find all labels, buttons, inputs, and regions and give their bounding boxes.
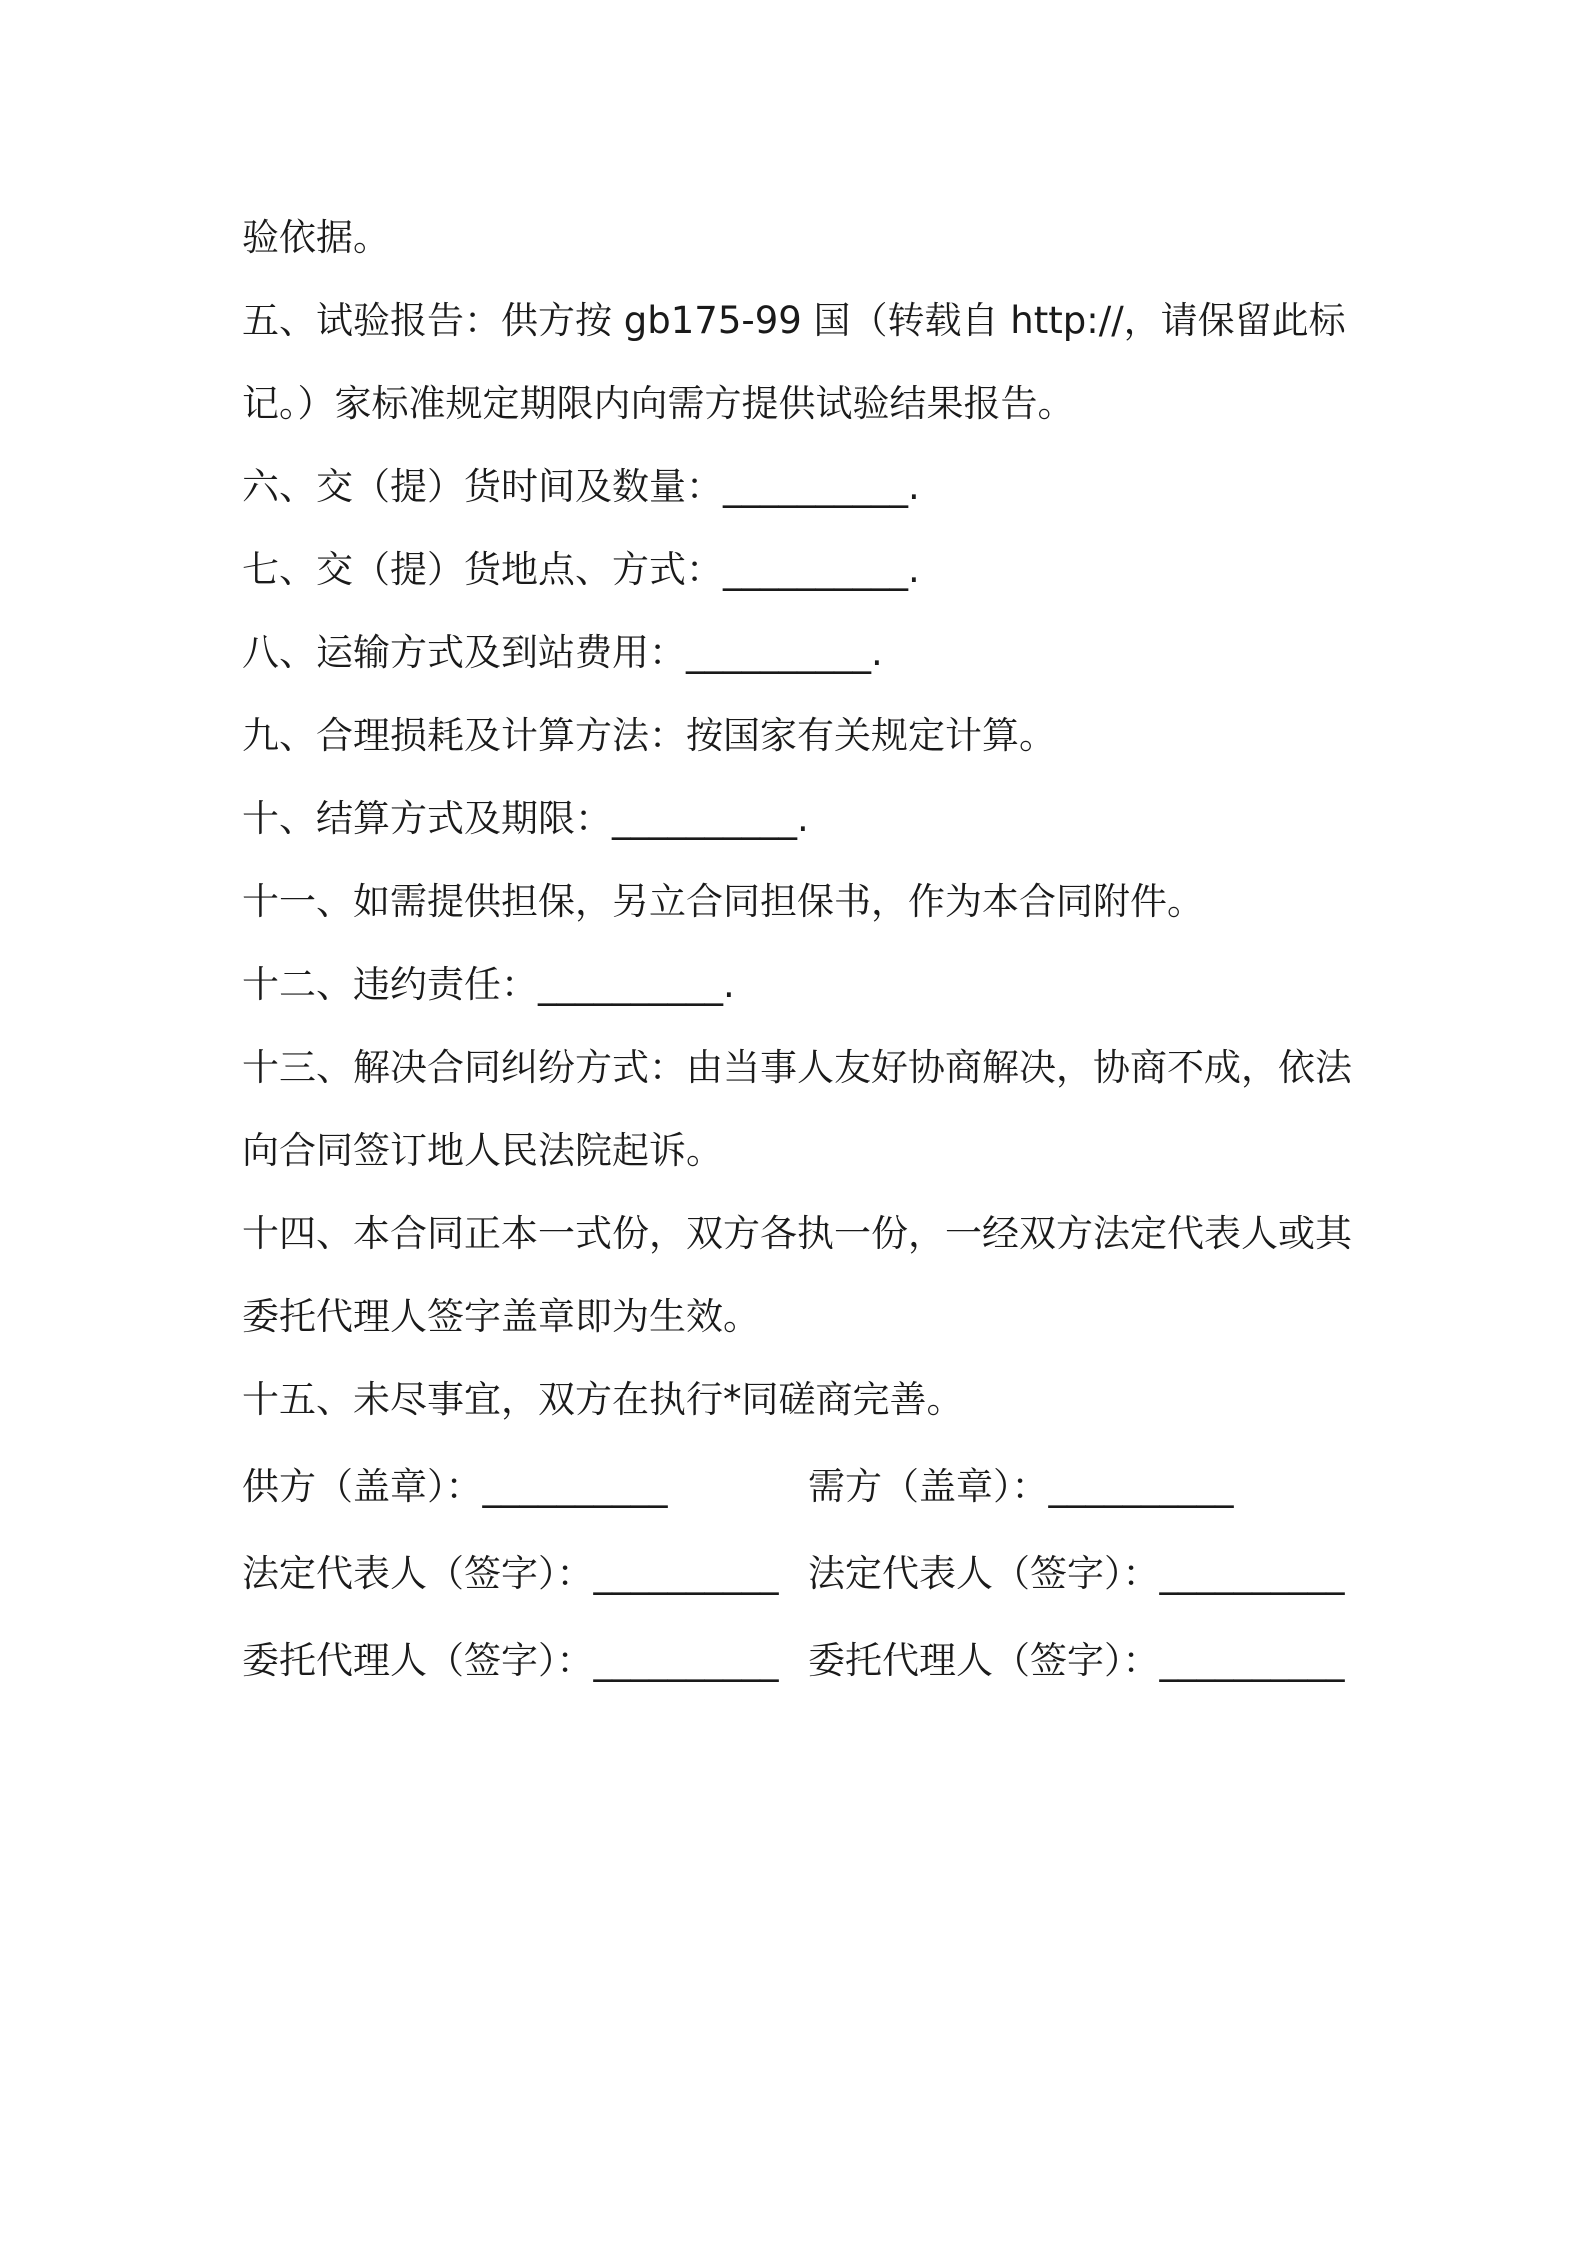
clause-line: 十一、如需提供担保，另立合同担保书，作为本合同附件。: [242, 880, 1204, 923]
signature-row-seal: [242, 1443, 1362, 1530]
clause-line: 十三、解决合同纠纷方式：由当事人友好协商解决，协商不成，依法: [242, 1046, 1352, 1089]
clause-line: 七、交（提）货地点、方式：__________.: [242, 548, 920, 591]
signature-row-agent: [242, 1617, 1362, 1704]
clause-line: 十四、本合同正本一式份，双方各执一份，一经双方法定代表人或其: [242, 1212, 1352, 1255]
clause-line: 验依据。: [242, 216, 390, 259]
buyer-legal-rep-field: 法定代表人（签字）：__________: [808, 1552, 1345, 1595]
supplier-legal-rep-field: 法定代表人（签字）：__________: [242, 1552, 779, 1595]
clause-line: 九、合理损耗及计算方法：按国家有关规定计算。: [242, 714, 1056, 757]
buyer-agent-field: 委托代理人（签字）：__________: [808, 1639, 1345, 1682]
signature-section: [242, 1443, 1362, 1704]
supplier-seal-field: 供方（盖章）：__________: [242, 1465, 668, 1508]
clause-line: 十二、违约责任：__________.: [242, 963, 735, 1006]
clause-line: 五、试验报告：供方按 gb175-99 国（转载自 http://，请保留此标: [242, 299, 1346, 342]
clause-line: 八、运输方式及到站费用：__________.: [242, 631, 883, 674]
clause-line: 六、交（提）货时间及数量：__________.: [242, 465, 920, 508]
signature-row-legal-rep: [242, 1530, 1362, 1617]
buyer-seal-field: 需方（盖章）：__________: [808, 1465, 1234, 1508]
clause-line: 委托代理人签字盖章即为生效。: [242, 1295, 760, 1338]
clause-line: 十五、未尽事宜，双方在执行*同磋商完善。: [242, 1378, 964, 1421]
clause-line: 向合同签订地人民法院起诉。: [242, 1129, 723, 1172]
supplier-agent-field: 委托代理人（签字）：__________: [242, 1639, 779, 1682]
clause-line: 记。）家标准规定期限内向需方提供试验结果报告。: [242, 382, 1075, 425]
contract-clauses: [242, 196, 1362, 1441]
clause-line: 十、结算方式及期限：__________.: [242, 797, 809, 840]
